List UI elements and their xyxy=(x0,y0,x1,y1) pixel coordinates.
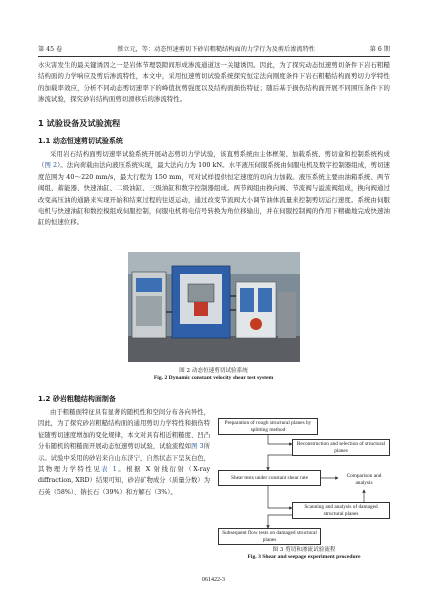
figure-2-link[interactable]: 图 2 xyxy=(44,161,58,170)
flow-box-preparation: Preparation of rough structural planes by splitting method xyxy=(218,418,318,435)
section-1-title: 1 试验设备及试验流程 xyxy=(38,118,121,128)
intro-paragraph: 水灾害发生的最关键诱因之一是岩体节理裂隙间形成渗流通道这一关键诱因。因此，为了探究动态恒速剪切条件下岩石粗糙结构面的力学响应及剪后渗流特性，本文中，采用恒速剪切试验系统探究恒定法向刚度条件下岩石粗糙结构面剪切力学特性的加载率效应，分析不同动态剪切速率下的峰值抗剪强度以及结构面损伤特征；随后基于损伤结构面开展不同围压条件下的渗流试验，探究砂岩结构面剪切滑移后的渗流特性。 xyxy=(38,61,390,104)
issue-label: 第 6 期 xyxy=(369,45,390,53)
flow-box-flow-tests: Subsequent flow tests on damaged structural planes xyxy=(218,528,321,545)
running-header xyxy=(38,42,390,54)
section-1-1-title: 1.1 动态恒速剪切试验系统 xyxy=(38,137,123,145)
header-rule xyxy=(38,56,390,57)
page-number: 061422-3 xyxy=(202,577,225,583)
table-1-link[interactable]: 表 1 xyxy=(101,466,117,474)
flow-box-reconstruction: Reconstruction and selection of structural planes xyxy=(292,439,390,456)
flow-box-shear-tests: Shear tests under constant shear rate xyxy=(218,470,321,486)
figure-2-caption-en: Fig. 2 Dynamic constant velocity shear test system xyxy=(153,375,274,381)
figure-2-caption-cn: 图 2 动态恒速剪切试验系统 xyxy=(179,368,248,374)
section-1-2-title: 1.2 砂岩粗糙结构面制备 xyxy=(38,395,116,403)
figure-3-caption-en: Fig. 3 Shear and seepage experiment procedure xyxy=(247,554,361,560)
figure-3-link[interactable]: 图 3 xyxy=(191,443,204,451)
figure-2-photo xyxy=(128,252,300,362)
section-1-1-paragraph: 采用岩石结构面剪切速率试验系统开展动态剪切力学试验，该直剪系统由主体框架、加载系统、剪切盒和控制系统构成（图 2）。法向荷载由法向液压系统实现，最大法向力为 100 kN。水平液压伺服系统由伺服电机及数字控制器组成，剪切速度范围为 40～220 mm/s，最大行程为 150 mm，可对试样提供恒定速度的切向力加载。液压系统主要由油箱系统、两节阀组、蓄能器、快速油缸、二级油缸、三级油缸和数字控制器组成。两节阀组由换向阀、节流阀与溢流阀组成，换向阀通过改变高压油的通路来实现开始和结束过程的往返运动，通过改变节流阀大小调节油体流量来控制剪切运行速度。系统由伺服电机与快速油缸和数控模组成伺服控制，伺服电机将电信号转换为角位移输出，并在伺服控制阀的作用下精确地完成快速油缸的恒速位移。 xyxy=(38,150,390,227)
flow-box-comparison: Comparison and analysis xyxy=(338,471,390,488)
running-title: 蔡立元，等：动态恒速剪切下砂岩粗糙结构面的力学行为及剪后渗流特性 xyxy=(116,45,315,53)
figure-3-flowchart xyxy=(218,418,390,558)
shear-system-photo-illustration xyxy=(128,252,300,362)
volume-label: 第 45 卷 xyxy=(38,45,63,53)
figure-3-caption-cn: 图 3 剪切和渗流试验流程 xyxy=(272,547,336,553)
section-1-2-paragraph: 由于粗糙面特征具有显著的随机性和空间分布各向异性，因此，为了探究砂岩粗糙结构面的通用剪切力学特性和损伤特征随剪切速度增加的变化规律，本文对具有相近粗糙度、凹凸分布随机的粗糙面开展动态恒速剪切试验，试验流程如图 3所示。试验中采用的砂岩来自山东济宁，自然状态下呈灰白色，其物理力学特性见表 1。根据 X 射线衍射（X-ray diffraction, XRD）结果可知，砂岩矿物成分（质量分数）为石英（58%）、钠长石（39%）和方解石（3%）。 xyxy=(38,409,211,496)
flow-box-scanning: Scanning and analysis of damaged structural planes xyxy=(292,502,390,519)
